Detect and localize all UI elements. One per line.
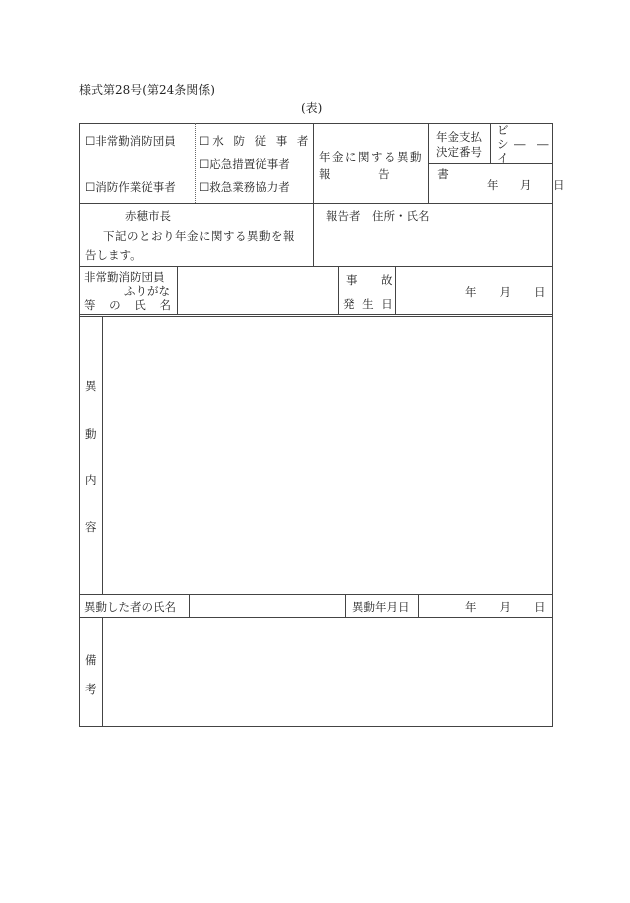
decision-dashes: ― ― — [514, 137, 549, 151]
remarks-area[interactable] — [104, 619, 550, 724]
remarks-char-2: 考 — [85, 682, 97, 696]
accident-label-1: 事 故 — [346, 273, 399, 287]
report-body-1: 下記のとおり年金に関する異動を報 — [103, 229, 295, 243]
change-content-area[interactable] — [104, 318, 550, 592]
form-number: 様式第28号(第24条関係) — [79, 83, 215, 97]
decision-kana-shi: シ — [497, 137, 509, 151]
check-volunteer-firefighter[interactable]: ☐非常勤消防団員 — [85, 134, 176, 148]
changer-name-label: 異動した者の氏名 — [84, 600, 176, 614]
change-char-2: 動 — [85, 427, 97, 441]
change-date: 年 月 日 — [465, 600, 546, 614]
change-char-3: 内 — [85, 473, 97, 487]
name-label-1: 非常勤消防団員 — [84, 270, 165, 284]
decision-kana-bi: ビ — [497, 123, 509, 137]
accident-date: 年 月 日 — [465, 285, 546, 299]
check-emergency-worker[interactable]: ☐応急措置従事者 — [199, 157, 290, 171]
side-indicator: (表) — [301, 101, 323, 115]
name-label-3: 等 の 氏 名 — [84, 298, 176, 312]
addressee: 赤穂市長 — [125, 209, 171, 223]
decision-label-1: 年金支払 — [436, 130, 482, 144]
name-input[interactable] — [179, 268, 336, 313]
change-date-label: 異動年月日 — [352, 600, 410, 614]
decision-label-2: 決定番号 — [436, 145, 482, 159]
changer-name-input[interactable] — [191, 596, 343, 615]
change-char-4: 容 — [85, 520, 97, 534]
form-title-report: 報 告 書 — [319, 167, 471, 181]
decision-kana-i: イ — [497, 151, 509, 165]
change-char-1: 異 — [85, 379, 97, 393]
check-firefighting-worker[interactable]: ☐消防作業従事者 — [85, 180, 176, 194]
check-rescue-cooperator[interactable]: ☐救急業務協力者 — [199, 180, 290, 194]
report-date: 年 月 日 — [487, 178, 570, 192]
furigana-label: ふりがな — [124, 284, 170, 298]
reporter-label: 報告者 住所・氏名 — [326, 209, 430, 223]
report-body-2: 告します。 — [85, 248, 142, 262]
check-flood-worker[interactable]: ☐水 防 従 事 者 — [199, 134, 312, 148]
form-title: 年金に関する異動 — [319, 150, 423, 164]
accident-label-2: 発 生 日 — [343, 297, 395, 311]
remarks-char-1: 備 — [85, 653, 97, 667]
